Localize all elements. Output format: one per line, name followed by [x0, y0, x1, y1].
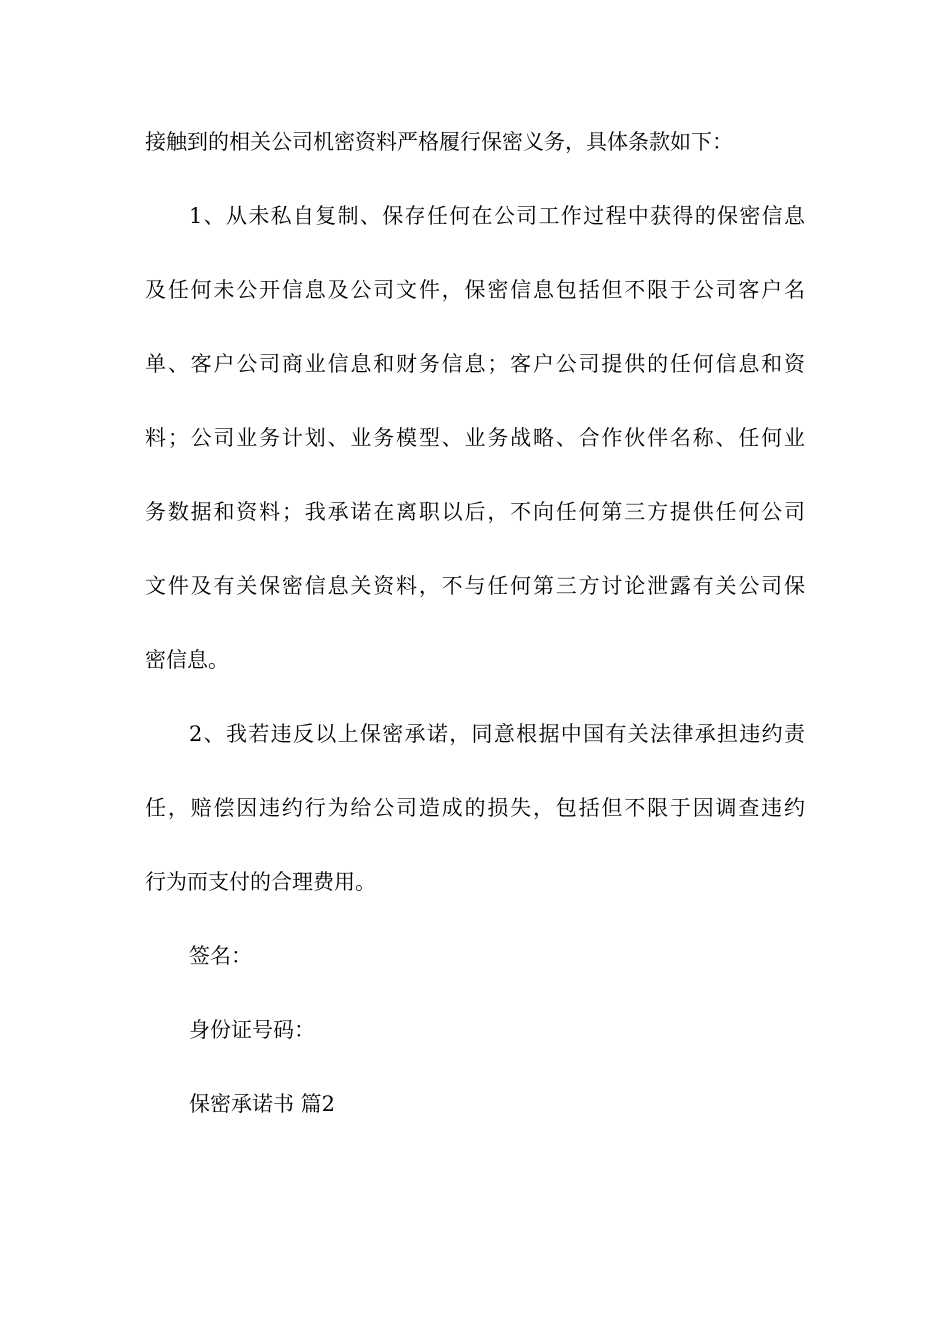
section-heading: 保密承诺书 篇2	[189, 1092, 336, 1116]
document-body	[145, 130, 805, 1166]
paragraph-line: 密信息。	[145, 648, 229, 672]
paragraph-line: 单、客户公司商业信息和财务信息；客户公司提供的任何信息和资	[145, 352, 805, 376]
paragraph-line: 接触到的相关公司机密资料严格履行保密义务，具体条款如下：	[145, 130, 733, 154]
id-number-label: 身份证号码：	[189, 1018, 315, 1042]
paragraph-line: 任，赔偿因违约行为给公司造成的损失，包括但不限于因调查违约	[145, 796, 805, 820]
paragraph-line: 及任何未公开信息及公司文件，保密信息包括但不限于公司客户名	[145, 278, 805, 302]
signature-label: 签名：	[189, 944, 252, 968]
paragraph-line: 行为而支付的合理费用。	[145, 870, 376, 894]
paragraph-line: 务数据和资料；我承诺在离职以后，不向任何第三方提供任何公司	[145, 500, 805, 524]
paragraph-line: 1、从未私自复制、保存任何在公司工作过程中获得的保密信息	[189, 204, 805, 228]
paragraph-line: 文件及有关保密信息关资料，不与任何第三方讨论泄露有关公司保	[145, 574, 805, 598]
paragraph-line: 2、我若违反以上保密承诺，同意根据中国有关法律承担违约责	[189, 722, 805, 746]
paragraph-line: 料；公司业务计划、业务模型、业务战略、合作伙伴名称、任何业	[145, 426, 805, 450]
